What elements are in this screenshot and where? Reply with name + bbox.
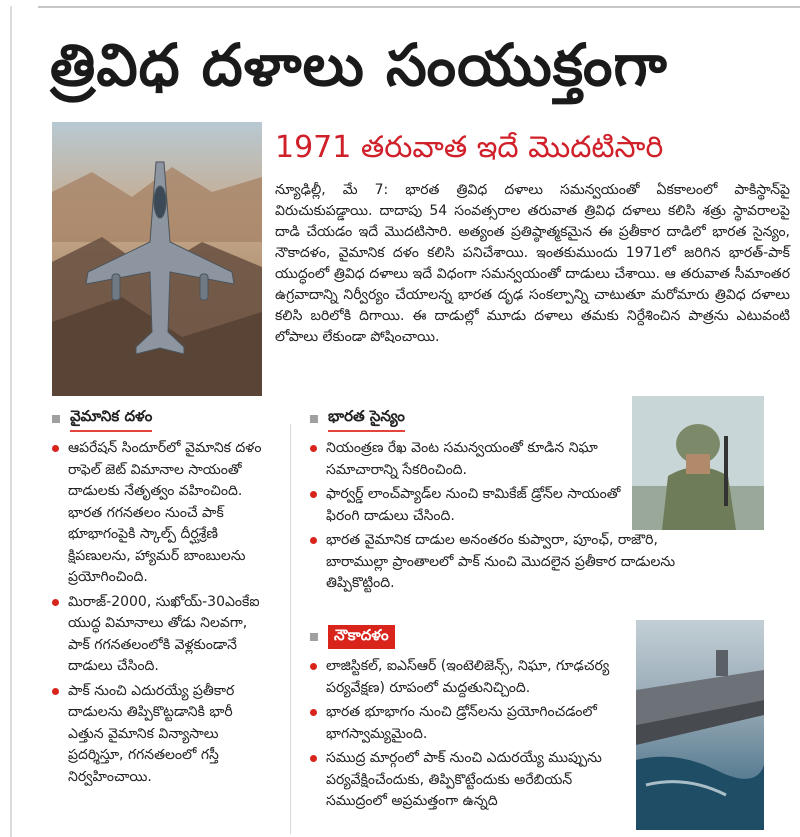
navy-bullets [310,656,635,813]
square-bullet-icon [310,415,318,423]
navy-section [310,624,635,816]
bullet-dot-icon [52,599,59,606]
list-item: ఫార్వర్డ్‌ లాంచ్‌ప్యాడ్‌ల నుంచి కామికేజ్‌ డ్రోన్‌ల సాయంతో ఫిరంగి దాడులు చేసింది. [310,484,626,527]
air-force-bullets [52,438,272,788]
army-section [310,406,676,598]
bullet-dot-icon [310,537,317,544]
bullet-dot-icon [310,755,317,762]
left-margin-rule [10,6,12,837]
square-bullet-icon [52,415,60,423]
list-item: నియంత్రణ రేఖ వెంట సమన్వయంతో కూడిన నిఘా సమాచారాన్ని సేకరించింది. [310,438,626,481]
list-item: మిరాజ్‌-2000, సుఖోయ్‌-30ఎంకేఐ యుద్ధ విమానాలు తోడు నిలవగా, పాక్‌ గగనతలంలోకి వెళ్లకుండానే దాడులు చేసింది. [52,592,272,678]
lead-paragraph [275,180,790,348]
lead-text: న్యూఢిల్లీ, మే 7: భారత త్రివిధ దళాలు సమన్వయంతో ఏకకాలంలో పాకిస్థాన్‌పై విరుచుకుపడ్డాయి. దాదాపు 54 సంవత్సరాల తరువాత త్రివిధ దళాలు కలిసి శత్రు స్థావరాలపై దాడి చేయడం ఇదే మొదటిసారి. అత్యంత ప్రతిష్ఠాత్మకమైన ఈ ప్రతీకార దాడిలో భారత సైన్యం, నౌకాదళం, వైమానిక దళం కలిసి పనిచేశాయి. ఇంతకుముందు 1971లో జరిగిన భారత్‌-పాక్‌ యుద్ధంలో త్రివిధ దళాలు ఇదే విధంగా సమన్వయంతో దాడులు చేశాయి. ఆ తరువాత సీమాంతర ఉగ్రవాదాన్ని నిర్వీర్యం చేయాలన్న భారత దృఢ సంకల్పాన్ని చాటుతూ మరోమారు త్రివిధ దళాలు కలిసి బరిలోకి దిగాయి. ఈ దాడుల్లో మూడు దళాలు తమకు నిర్దేశించిన పాత్రను ఎటువంటి లోపాలు లేకుండా పోషించాయి. [275,182,790,345]
bullet-dot-icon [310,491,317,498]
list-item: ఆపరేషన్‌ సిందూర్‌లో వైమానిక దళం రాఫెల్‌ జెట్‌ విమానాల సాయంతో దాడులకు నేతృత్వం వహించింది. భారత గగనతలం నుంచే పాక్‌ భూభాగంపైకి స్కాల్ప్‌ దీర్ఘశ్రేణి క్షిపణులను, హ్యామర్‌ బాంబులను ప్రయోగించింది. [52,438,272,589]
list-item: లాజిస్టికల్‌, ఐఎస్‌ఆర్‌ (ఇంటెలిజెన్స్‌, నిఘా, గూఢచర్య పర్యవేక్షణ) రూపంలో మద్దతునిచ్చింది. [310,656,635,699]
list-item: భారత భూభాగం నుంచి డ్రోన్‌లను ప్రయోగించడంలో భాగస్వామ్యమైంది. [310,702,635,745]
aircraft-carrier-photo [636,620,764,830]
fighter-jet-photo [52,122,262,396]
air-force-title: వైమానిక దళం [70,407,152,432]
bullet-dot-icon [52,445,59,452]
navy-title: నౌకాదళం [328,625,395,649]
list-item: సముద్ర మార్గంలో పాక్‌ నుంచి ఎదురయ్యే ముప్పును పర్యవేక్షించేందుకు, తిప్పికొట్టేందుకు అరేబియన్‌ సముద్రంలో అప్రమత్తంగా ఉన్నది [310,748,635,813]
army-heading [310,406,630,432]
air-force-section [52,406,272,791]
bullet-dot-icon [310,709,317,716]
top-rule [38,6,800,8]
subheadline: 1971 తరువాత ఇదే మొదటిసారి [275,130,664,165]
list-item: భారత వైమానిక దాడుల అనంతరం కుప్వారా, పూంఛ్‌, రాజౌరి, బారాముల్లా ప్రాంతాలలో పాక్‌ నుంచి మొదలైన ప్రతీకార దాడులను తిప్పికొట్టింది. [310,530,706,595]
army-title: భారత సైన్యం [328,407,405,432]
headline: త్రివిధ దళాలు సంయుక్తంగా [50,31,668,99]
list-item: పాక్‌ నుంచి ఎదురయ్యే ప్రతీకార దాడులను తిప్పికొట్టడానికి భారీ ఎత్తున వైమానిక విన్యాసాలు ప్రదర్శిస్తూ, గగనతలంలో గస్తీ నిర్వహించాయి. [52,681,272,789]
column-divider [290,424,291,834]
air-force-heading [52,406,272,432]
bullet-dot-icon [310,445,317,452]
square-bullet-icon [310,633,318,641]
navy-heading [310,624,635,650]
soldier-photo [632,396,764,530]
bullet-dot-icon [52,688,59,695]
bullet-dot-icon [310,663,317,670]
army-bullets [310,438,676,595]
